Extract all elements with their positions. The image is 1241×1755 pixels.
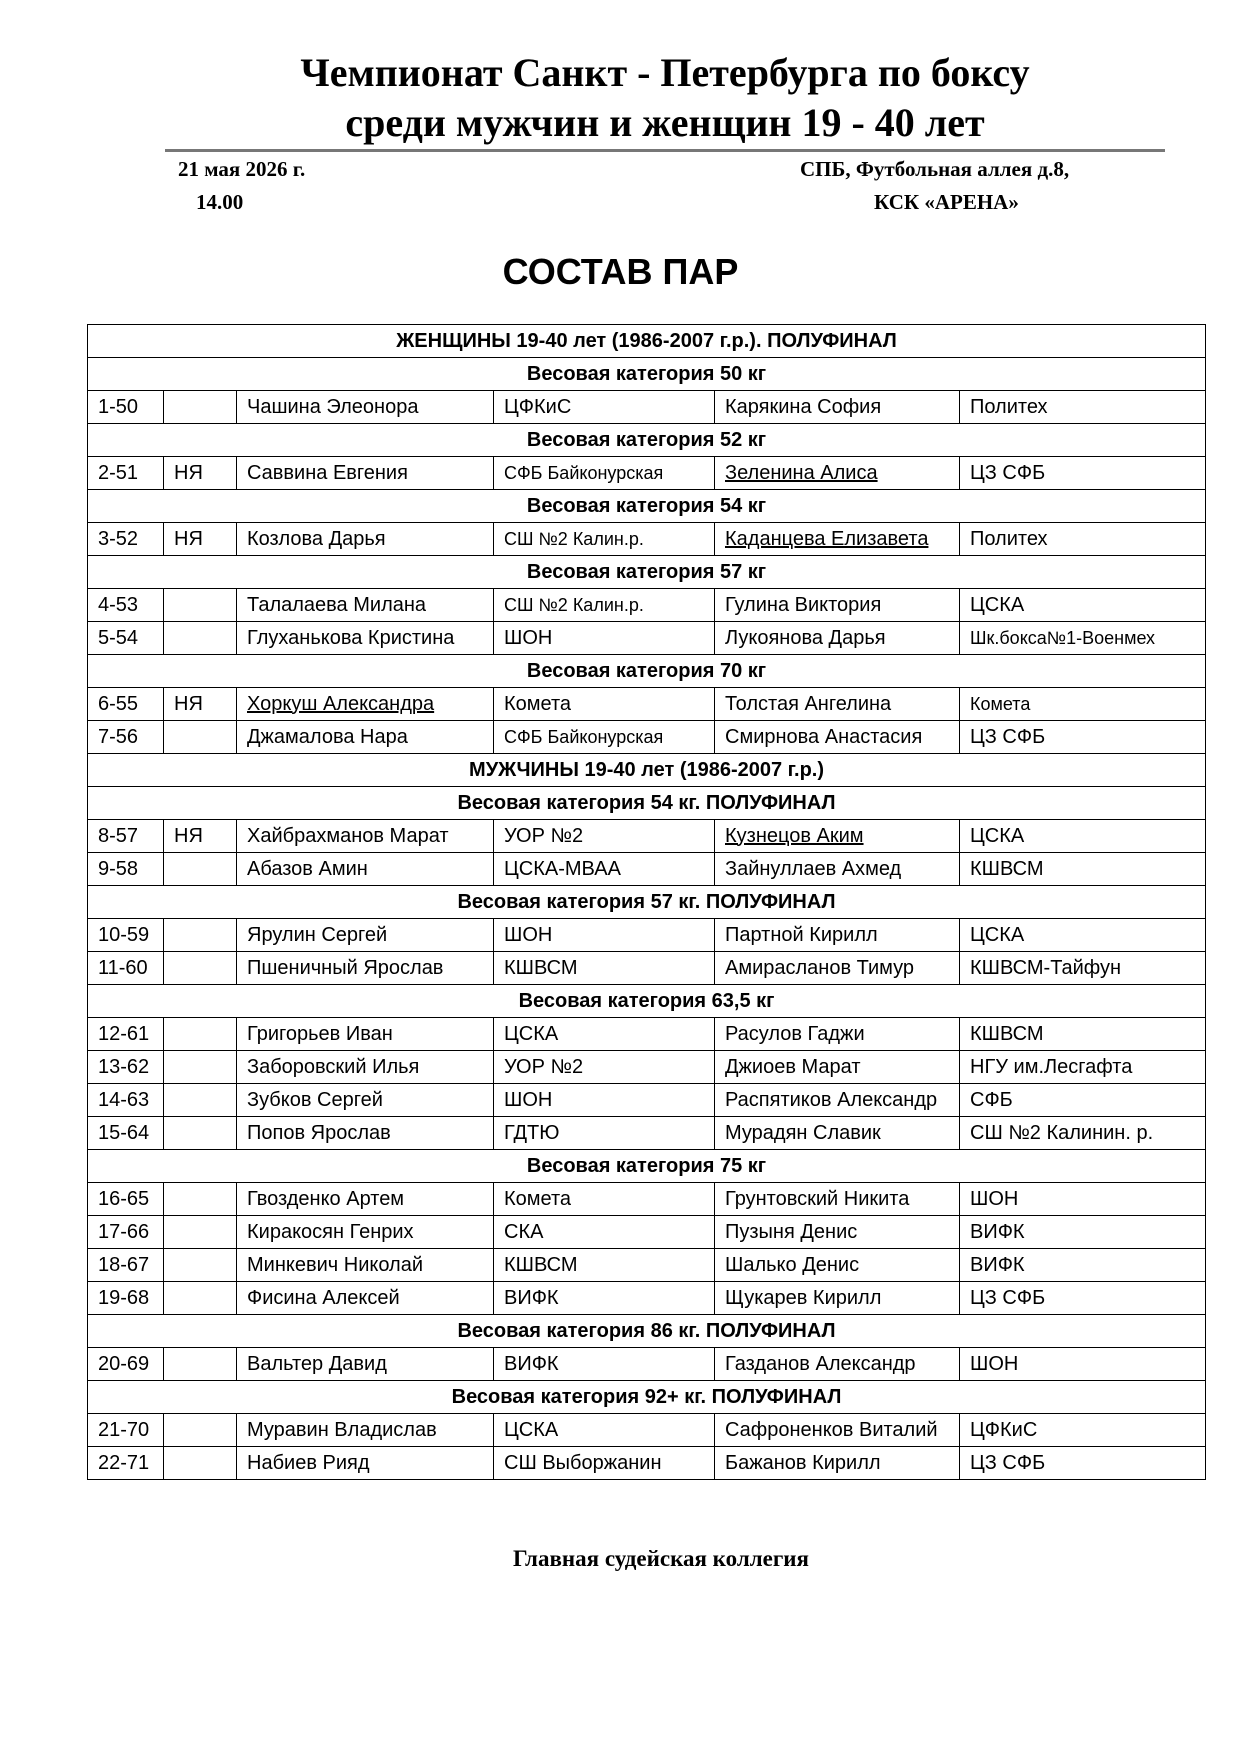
red-corner-club: УОР №2 <box>504 824 584 847</box>
red-corner-boxer: Заборовский Илья <box>247 1055 420 1078</box>
blue-corner-club: ЦСКА <box>970 593 1025 616</box>
red-corner-boxer: Муравин Владислав <box>247 1418 437 1441</box>
category-header: МУЖЧИНЫ 19-40 лет (1986-2007 г.р.) <box>88 754 1206 787</box>
title-divider <box>165 149 1165 152</box>
blue-corner-club: СФБ <box>970 1088 1013 1111</box>
table-row <box>88 1018 1206 1051</box>
category-header: Весовая категория 54 кг <box>88 490 1206 523</box>
bout-number: 9-58 <box>98 857 139 880</box>
bout-number: 11-60 <box>98 956 148 979</box>
red-corner-club: СШ №2 Калин.р. <box>504 528 644 549</box>
event-time: 14.00 <box>196 190 244 214</box>
red-corner-boxer: Ярулин Сергей <box>247 923 388 946</box>
blue-corner-club: ВИФК <box>970 1253 1025 1276</box>
bout-number: 16-65 <box>98 1187 150 1210</box>
category-header-row <box>88 1315 1206 1348</box>
red-corner-boxer: Набиев Рияд <box>247 1451 370 1474</box>
red-corner-club: ШОН <box>504 626 553 649</box>
category-header: Весовая категория 70 кг <box>88 655 1206 688</box>
blue-corner-boxer: Пузыня Денис <box>725 1220 858 1243</box>
category-header: Весовая категория 54 кг. ПОЛУФИНАЛ <box>88 787 1206 820</box>
table-row <box>88 1117 1206 1150</box>
attendance-mark: НЯ <box>174 824 203 847</box>
attendance-mark: НЯ <box>174 527 203 550</box>
blue-corner-boxer: Гулина Виктория <box>725 593 882 616</box>
category-header: Весовая категория 92+ кг. ПОЛУФИНАЛ <box>88 1381 1206 1414</box>
red-corner-boxer: Джамалова Нара <box>247 725 408 748</box>
blue-corner-boxer: Газданов Александр <box>725 1352 916 1375</box>
bout-number: 12-61 <box>98 1022 150 1045</box>
blue-corner-boxer: Мурадян Славик <box>725 1121 881 1144</box>
bout-number: 7-56 <box>98 725 139 748</box>
blue-corner-club: ВИФК <box>970 1220 1025 1243</box>
red-corner-club: КШВСМ <box>504 956 578 979</box>
pairs-table-body <box>88 325 1206 1480</box>
red-corner-boxer: Минкевич Николай <box>247 1253 423 1276</box>
blue-corner-boxer: Смирнова Анастасия <box>725 725 923 748</box>
red-corner-club: ЦСКА-МВАА <box>504 857 621 880</box>
bout-number: 22-71 <box>98 1451 150 1474</box>
table-row <box>88 1447 1206 1480</box>
category-header-row <box>88 754 1206 787</box>
attendance-mark: НЯ <box>174 461 203 484</box>
category-header-row <box>88 556 1206 589</box>
bout-number: 17-66 <box>98 1220 150 1243</box>
red-corner-club: Комета <box>504 692 572 715</box>
blue-corner-club: ЦЗ СФБ <box>970 725 1046 748</box>
blue-corner-boxer: Щукарев Кирилл <box>725 1286 882 1309</box>
blue-corner-boxer: Шалько Денис <box>725 1253 860 1276</box>
red-corner-boxer: Вальтер Давид <box>247 1352 387 1375</box>
bout-number: 21-70 <box>98 1418 150 1441</box>
category-header: Весовая категория 75 кг <box>88 1150 1206 1183</box>
red-corner-boxer: Попов Ярослав <box>247 1121 391 1144</box>
table-row <box>88 1282 1206 1315</box>
bout-number: 4-53 <box>98 593 139 616</box>
blue-corner-club: Комета <box>970 693 1031 714</box>
blue-corner-boxer: Расулов Гаджи <box>725 1022 865 1045</box>
category-header-row <box>88 787 1206 820</box>
red-corner-boxer: Козлова Дарья <box>247 527 386 550</box>
blue-corner-boxer: Зайнуллаев Ахмед <box>725 857 902 880</box>
category-header-row <box>88 424 1206 457</box>
red-corner-boxer: Абазов Амин <box>247 857 368 880</box>
category-header-row <box>88 490 1206 523</box>
bout-number: 1-50 <box>98 395 139 418</box>
category-header-row <box>88 358 1206 391</box>
category-header-row <box>88 886 1206 919</box>
document-title-line1: Чемпионат Санкт - Петербурга по боксу <box>300 50 1030 95</box>
red-corner-club: УОР №2 <box>504 1055 584 1078</box>
section-heading: СОСТАВ ПАР <box>502 251 739 292</box>
blue-corner-club: ШОН <box>970 1352 1019 1375</box>
table-row <box>88 688 1206 721</box>
blue-corner-boxer: Лукоянова Дарья <box>725 626 886 649</box>
red-corner-boxer: Талалаева Милана <box>247 593 427 616</box>
table-row <box>88 721 1206 754</box>
red-corner-boxer: Глуханькова Кристина <box>247 626 455 649</box>
red-corner-boxer: Хайбрахманов Марат <box>247 824 449 847</box>
bout-number: 2-51 <box>98 461 139 484</box>
bout-number: 8-57 <box>98 824 139 847</box>
blue-corner-boxer: Грунтовский Никита <box>725 1187 910 1210</box>
blue-corner-boxer: Каданцева Елизавета <box>725 527 929 550</box>
table-row <box>88 391 1206 424</box>
category-header-row <box>88 655 1206 688</box>
red-corner-boxer: Чашина Элеонора <box>247 395 419 418</box>
category-header: ЖЕНЩИНЫ 19-40 лет (1986-2007 г.р.). ПОЛУФИНАЛ <box>88 325 1206 358</box>
red-corner-club: ШОН <box>504 923 553 946</box>
red-corner-boxer: Фисина Алексей <box>247 1286 400 1309</box>
blue-corner-boxer: Зеленина Алиса <box>725 461 878 484</box>
bout-number: 6-55 <box>98 692 139 715</box>
table-row <box>88 1183 1206 1216</box>
blue-corner-club: Политех <box>970 527 1048 550</box>
bout-number: 5-54 <box>98 626 139 649</box>
red-corner-club: СКА <box>504 1220 544 1243</box>
blue-corner-club: КШВСМ <box>970 857 1044 880</box>
table-row <box>88 952 1206 985</box>
red-corner-club: КШВСМ <box>504 1253 578 1276</box>
table-row <box>88 1216 1206 1249</box>
category-header-row <box>88 1150 1206 1183</box>
blue-corner-club: НГУ им.Лесгафта <box>970 1055 1133 1078</box>
table-row <box>88 1084 1206 1117</box>
blue-corner-club: КШВСМ <box>970 1022 1044 1045</box>
category-header-row <box>88 325 1206 358</box>
table-row <box>88 523 1206 556</box>
category-header: Весовая категория 57 кг. ПОЛУФИНАЛ <box>88 886 1206 919</box>
blue-corner-boxer: Сафроненков Виталий <box>725 1418 938 1441</box>
event-date: 21 мая 2026 г. <box>178 157 306 181</box>
red-corner-boxer: Григорьев Иван <box>247 1022 393 1045</box>
event-address: СПБ, Футбольная аллея д.8, <box>800 157 1070 181</box>
attendance-mark: НЯ <box>174 692 203 715</box>
bout-number: 15-64 <box>98 1121 150 1144</box>
blue-corner-club: ЦСКА <box>970 923 1025 946</box>
table-row <box>88 853 1206 886</box>
red-corner-club: ЦСКА <box>504 1022 559 1045</box>
table-row <box>88 1414 1206 1447</box>
bout-number: 19-68 <box>98 1286 150 1309</box>
red-corner-club: ВИФК <box>504 1286 559 1309</box>
red-corner-club: СФБ Байконурская <box>504 726 664 747</box>
red-corner-boxer: Киракосян Генрих <box>247 1220 414 1243</box>
bout-number: 14-63 <box>98 1088 150 1111</box>
blue-corner-club: ЦЗ СФБ <box>970 461 1046 484</box>
blue-corner-boxer: Распятиков Александр <box>725 1088 938 1111</box>
blue-corner-club: КШВСМ-Тайфун <box>970 956 1122 979</box>
category-header: Весовая категория 52 кг <box>88 424 1206 457</box>
category-header: Весовая категория 57 кг <box>88 556 1206 589</box>
table-row <box>88 1348 1206 1381</box>
blue-corner-club: Политех <box>970 395 1048 418</box>
category-header: Весовая категория 63,5 кг <box>88 985 1206 1018</box>
red-corner-club: СФБ Байконурская <box>504 462 664 483</box>
table-row <box>88 1249 1206 1282</box>
red-corner-club: ГДТЮ <box>504 1121 560 1144</box>
blue-corner-club: ЦЗ СФБ <box>970 1451 1046 1474</box>
table-row <box>88 919 1206 952</box>
table-row <box>88 820 1206 853</box>
blue-corner-boxer: Кузнецов Аким <box>725 824 864 847</box>
red-corner-club: ШОН <box>504 1088 553 1111</box>
red-corner-boxer: Пшеничный Ярослав <box>247 956 444 979</box>
category-header: Весовая категория 86 кг. ПОЛУФИНАЛ <box>88 1315 1206 1348</box>
blue-corner-boxer: Партной Кирилл <box>725 923 878 946</box>
red-corner-club: СШ №2 Калин.р. <box>504 594 644 615</box>
blue-corner-boxer: Карякина София <box>725 395 882 418</box>
red-corner-boxer: Саввина Евгения <box>247 461 408 484</box>
blue-corner-club: ЦСКА <box>970 824 1025 847</box>
red-corner-club: ЦСКА <box>504 1418 559 1441</box>
red-corner-boxer: Хоркуш Александра <box>247 692 435 715</box>
blue-corner-boxer: Толстая Ангелина <box>725 692 892 715</box>
blue-corner-boxer: Бажанов Кирилл <box>725 1451 881 1474</box>
blue-corner-club: ЦЗ СФБ <box>970 1286 1046 1309</box>
bout-number: 18-67 <box>98 1253 150 1276</box>
blue-corner-boxer: Джиоев Марат <box>725 1055 861 1078</box>
blue-corner-club: СШ №2 Калинин. р. <box>970 1121 1154 1144</box>
category-header-row <box>88 1381 1206 1414</box>
table-row <box>88 457 1206 490</box>
blue-corner-club: ЦФКиС <box>970 1418 1038 1441</box>
red-corner-club: СШ Выборжанин <box>504 1451 662 1474</box>
red-corner-boxer: Зубков Сергей <box>247 1088 383 1111</box>
blue-corner-boxer: Амирасланов Тимур <box>725 956 915 979</box>
bout-number: 3-52 <box>98 527 139 550</box>
red-corner-club: ЦФКиС <box>504 395 572 418</box>
blue-corner-club: ШОН <box>970 1187 1019 1210</box>
red-corner-club: Комета <box>504 1187 572 1210</box>
blue-corner-club: Шк.бокса№1-Военмех <box>970 627 1156 648</box>
table-row <box>88 622 1206 655</box>
table-row <box>88 589 1206 622</box>
bout-number: 20-69 <box>98 1352 150 1375</box>
document-title-line2: среди мужчин и женщин 19 - 40 лет <box>345 100 985 145</box>
table-row <box>88 1051 1206 1084</box>
category-header-row <box>88 985 1206 1018</box>
bout-number: 10-59 <box>98 923 150 946</box>
red-corner-boxer: Гвозденко Артем <box>247 1187 405 1210</box>
bout-number: 13-62 <box>98 1055 150 1078</box>
judging-panel-signature: Главная судейская коллегия <box>513 1546 809 1571</box>
category-header: Весовая категория 50 кг <box>88 358 1206 391</box>
pairs-table <box>87 324 1206 1480</box>
red-corner-club: ВИФК <box>504 1352 559 1375</box>
event-venue: КСК «АРЕНА» <box>874 190 1019 214</box>
